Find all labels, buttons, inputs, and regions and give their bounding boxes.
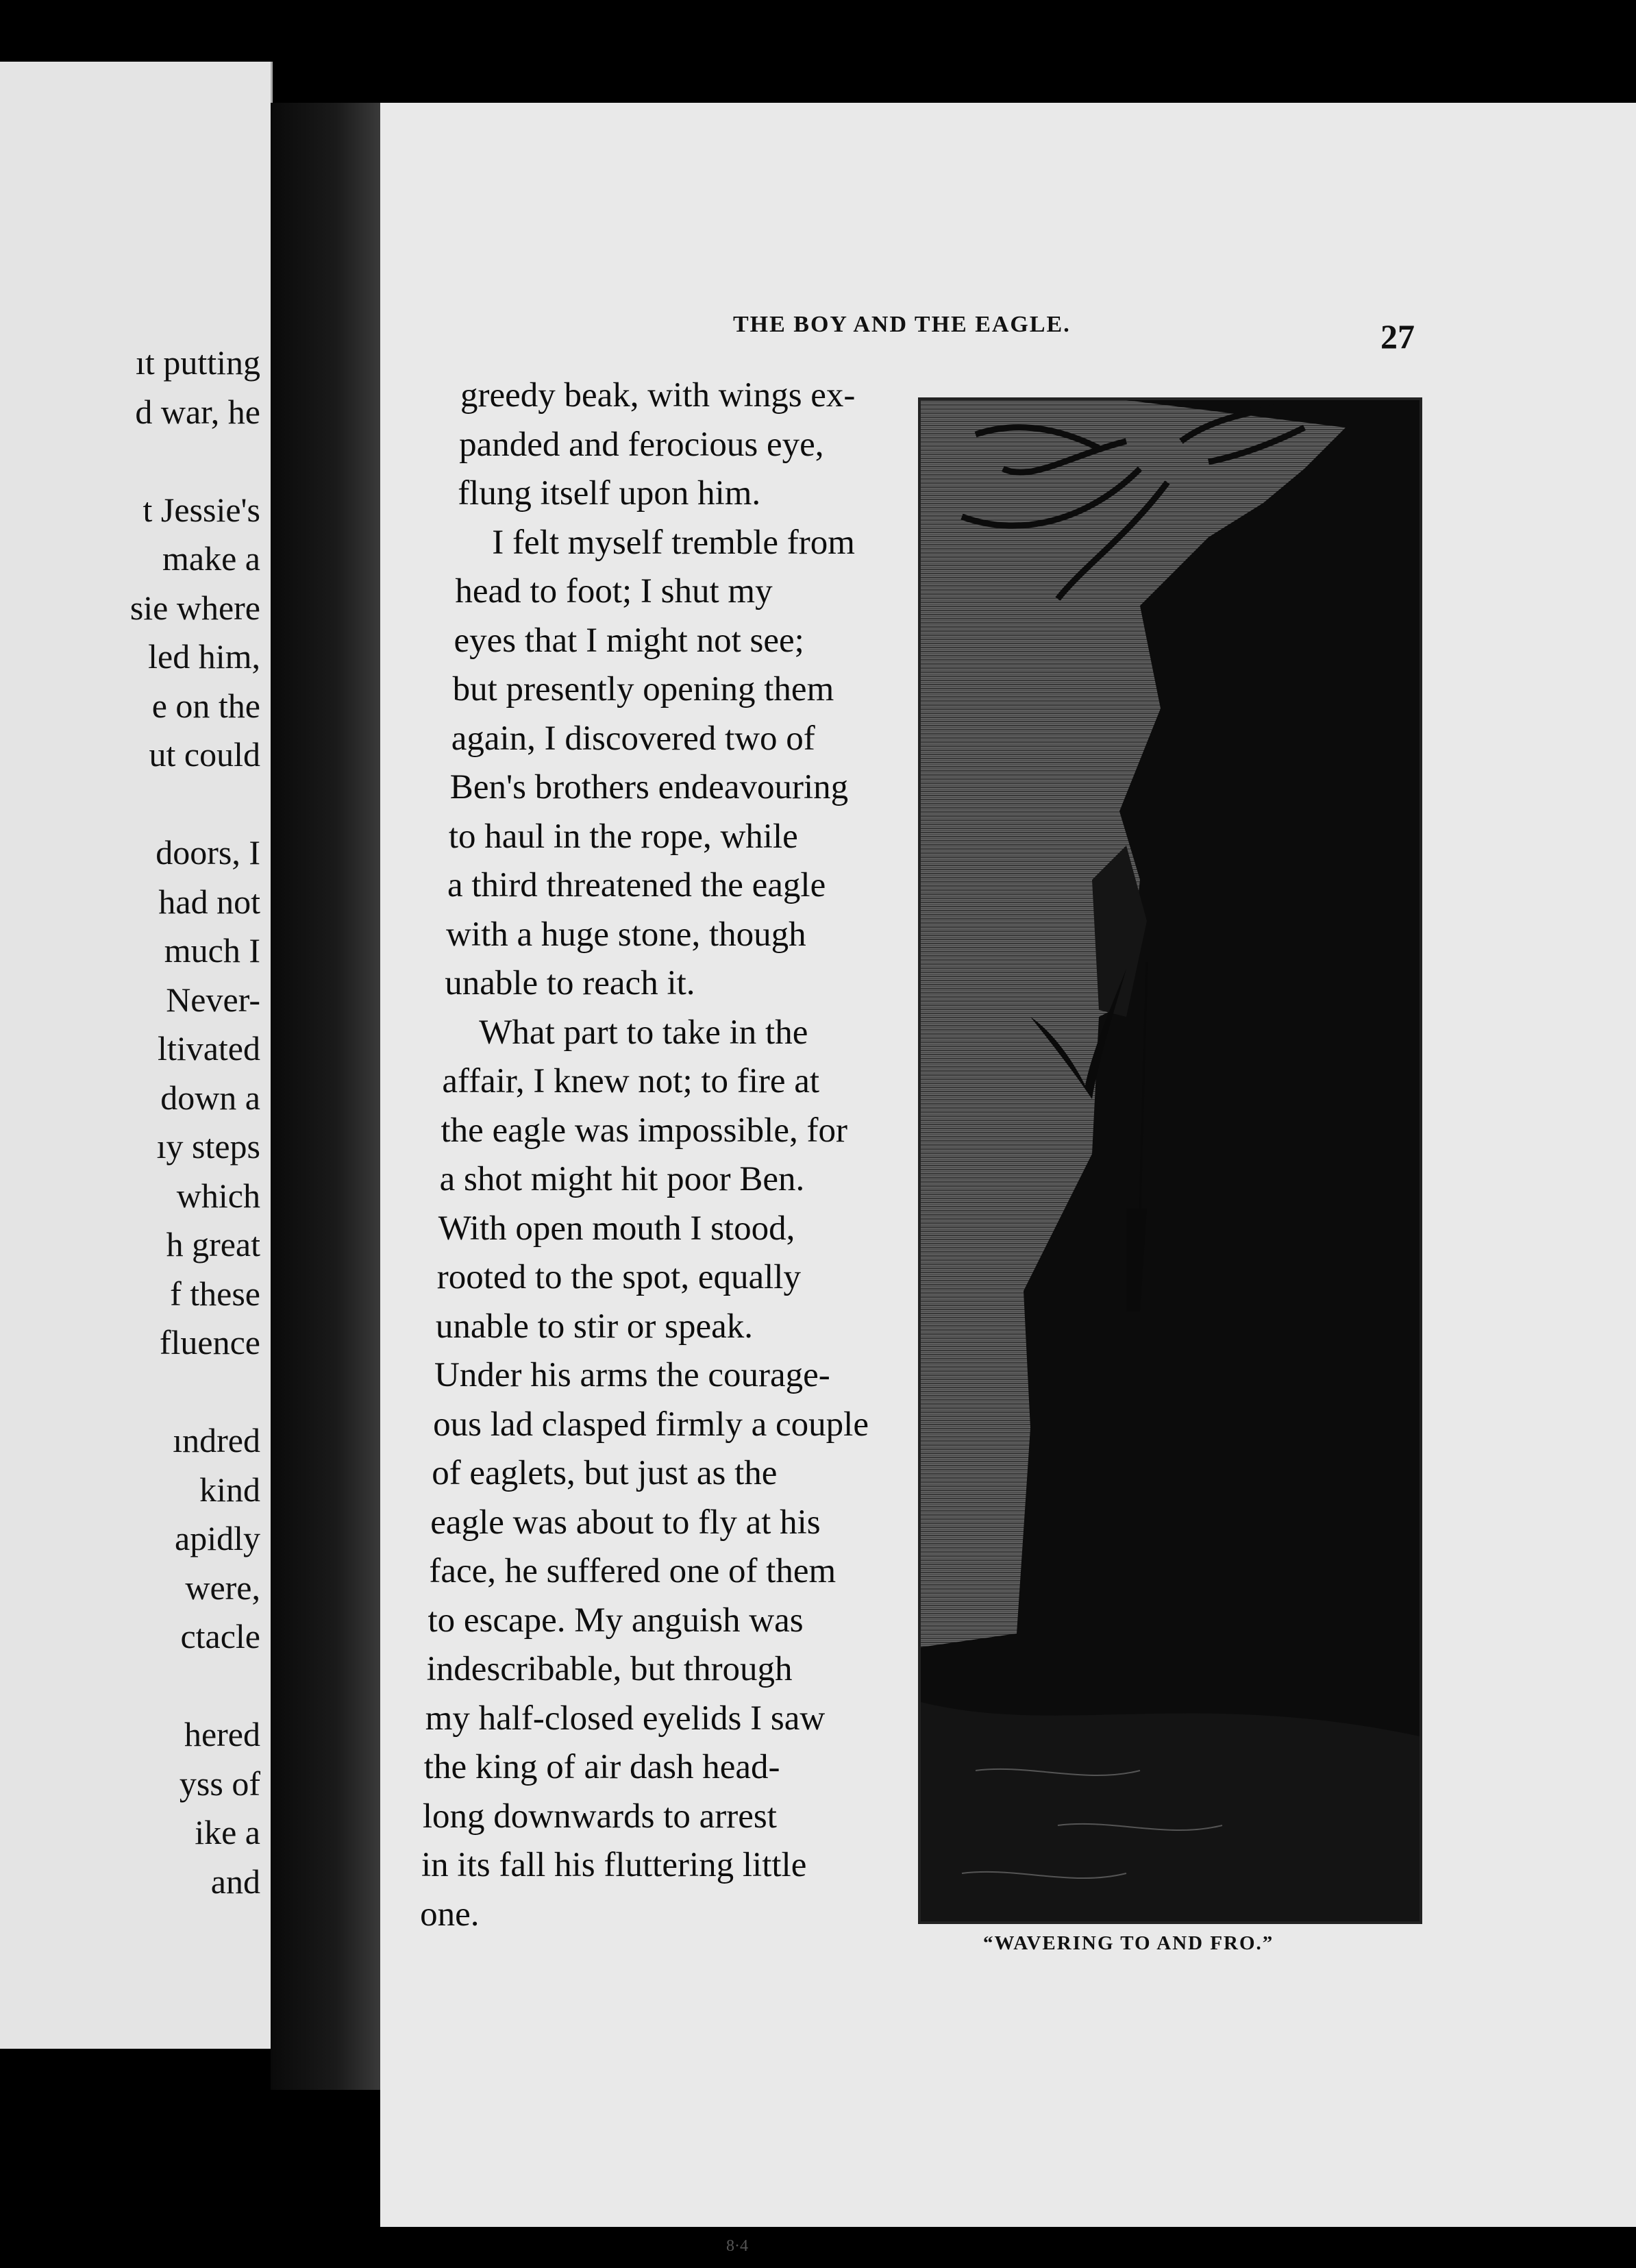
body-line: I felt myself tremble from — [492, 523, 855, 562]
body-line: greedy beak, with wings ex- — [460, 376, 856, 415]
body-line: to haul in the rope, while — [448, 817, 798, 856]
previous-page-line: ike a — [195, 1813, 260, 1851]
previous-page-line: much I — [164, 931, 260, 970]
previous-page-line: ındred — [173, 1421, 260, 1459]
body-line: affair, I knew not; to fire at — [442, 1062, 820, 1100]
body-line: again, I discovered two of — [451, 719, 815, 758]
body-line: the king of air dash head- — [423, 1748, 780, 1786]
body-line: Ben's brothers endeavouring — [449, 768, 849, 806]
body-line: ous lad clasped firmly a couple — [433, 1405, 869, 1444]
body-line: With open mouth I stood, — [438, 1209, 795, 1248]
body-line: to escape. My anguish was — [427, 1601, 804, 1640]
previous-page-line: sie where — [129, 588, 260, 627]
body-line: panded and ferocious eye, — [459, 425, 824, 464]
body-line: of eaglets, but just as the — [432, 1454, 778, 1492]
previous-page-line: fluence — [159, 1323, 260, 1361]
previous-page-line: ctacle — [180, 1617, 260, 1655]
body-line: unable to reach it. — [445, 964, 695, 1002]
previous-page-line: had not — [158, 882, 260, 921]
cliff-eagle-engraving — [921, 400, 1420, 1921]
previous-page-line: ıt putting — [136, 343, 260, 382]
body-line: my half-closed eyelids I saw — [425, 1699, 826, 1738]
previous-page-line: ut could — [149, 735, 260, 774]
previous-page-line: h great — [166, 1225, 260, 1264]
body-line: long downwards to arrest — [422, 1797, 777, 1836]
body-line: but presently opening them — [452, 670, 834, 708]
body-line: head to foot; I shut my — [455, 572, 773, 611]
body-line: rooted to the spot, equally — [436, 1258, 801, 1296]
body-line: with a huge stone, though — [446, 915, 806, 954]
binding-gutter — [271, 103, 380, 2090]
previous-page-line: which — [176, 1176, 260, 1215]
engraving-illustration — [918, 397, 1422, 1924]
body-line: face, he suffered one of them — [429, 1552, 836, 1590]
body-line: What part to take in the — [479, 1013, 808, 1052]
previous-page-line: ıy steps — [156, 1127, 260, 1166]
previous-page-line: apidly — [175, 1519, 260, 1557]
previous-page-line: e on the — [151, 686, 260, 725]
previous-page-line: hered — [184, 1715, 260, 1753]
previous-page-line: yss of — [179, 1764, 260, 1803]
previous-page-line: down a — [160, 1078, 260, 1117]
body-line: indescribable, but through — [426, 1650, 793, 1688]
body-line: in its fall his fluttering little — [421, 1846, 807, 1884]
previous-page-line: were, — [185, 1568, 260, 1607]
body-line: one. — [420, 1895, 480, 1934]
body-line: a shot might hit poor Ben. — [439, 1160, 805, 1198]
running-head: THE BOY AND THE EAGLE. — [733, 312, 1071, 337]
body-line: Under his arms the courage- — [434, 1356, 830, 1394]
body-line: a third threatened the eagle — [447, 866, 826, 904]
previous-page-line: make a — [162, 539, 260, 578]
previous-page-line: t Jessie's — [142, 490, 260, 529]
previous-page-line: f these — [170, 1274, 260, 1313]
body-line: unable to stir or speak. — [435, 1307, 754, 1346]
page-number: 27 — [1380, 317, 1415, 356]
body-line: flung itself upon him. — [458, 474, 761, 513]
body-line: the eagle was impossible, for — [441, 1111, 847, 1150]
previous-page-line: Never- — [166, 980, 260, 1019]
previous-page-fragment — [0, 62, 273, 2049]
illustration-caption: “WAVERING TO AND FRO.” — [983, 1932, 1274, 1954]
body-line: eagle was about to fly at his — [430, 1503, 821, 1542]
previous-page-line: d war, he — [135, 392, 260, 431]
previous-page-line: and — [210, 1862, 260, 1901]
previous-page-line: doors, I — [156, 833, 260, 872]
previous-page-line: ltivated — [158, 1029, 260, 1068]
footer-mark: 8·4 — [726, 2237, 748, 2255]
body-line: eyes that I might not see; — [454, 621, 804, 660]
previous-page-line: led him, — [148, 637, 260, 676]
previous-page-line: kind — [199, 1470, 260, 1509]
